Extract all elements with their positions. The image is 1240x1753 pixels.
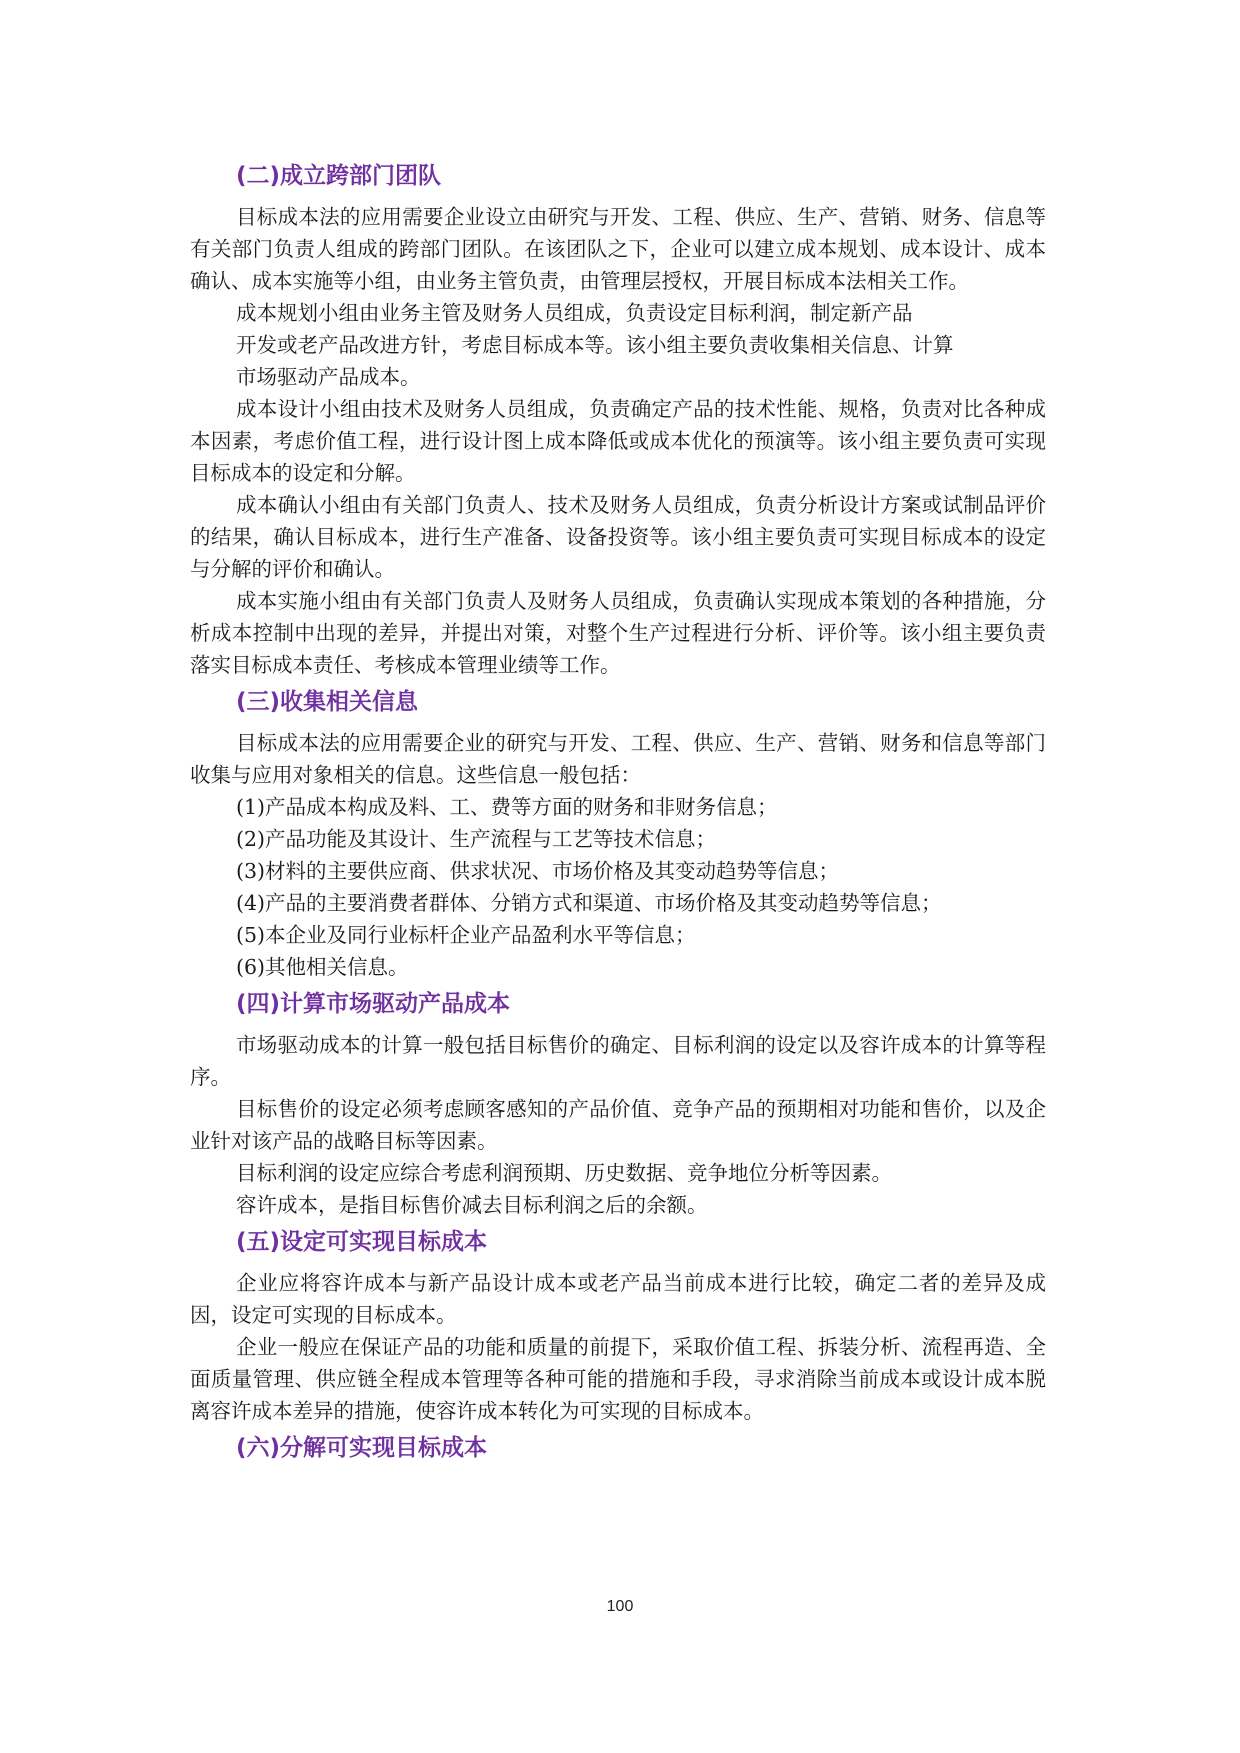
paragraph: 目标成本法的应用需要企业设立由研究与开发、工程、供应、生产、营销、财务、信息等有关部门负责人组成的跨部门团队。在该团队之下，企业可以建立成本规划、成本设计、成本确认、成本实施等小组，由业务主管负责，由管理层授权，开展目标成本法相关工作。 [190,205,1046,293]
paragraph-line: 市场驱动产品成本。 [236,365,421,389]
paragraph: 目标售价的设定必须考虑顾客感知的产品价值、竞争产品的预期相对功能和售价，以及企业针对该产品的战略目标等因素。 [190,1097,1046,1153]
paragraph: 成本设计小组由技术及财务人员组成，负责确定产品的技术性能、规格，负责对比各种成本因素，考虑价值工程，进行设计图上成本降低或成本优化的预演等。该小组主要负责可实现目标成本的设定和分解。 [190,397,1046,485]
list-item: (4)产品的主要消费者群体、分销方式和渠道、市场价格及其变动趋势等信息； [236,891,942,915]
section-heading-3: (三)收集相关信息 [236,689,419,715]
paragraph: 容许成本，是指目标售价减去目标利润之后的余额。 [236,1193,708,1217]
list-item: (1)产品成本构成及料、工、费等方面的财务和非财务信息； [236,795,778,819]
page-number: 100 [606,1598,634,1615]
section-heading-4: (四)计算市场驱动产品成本 [236,991,511,1017]
paragraph: 企业应将容许成本与新产品设计成本或老产品当前成本进行比较，确定二者的差异及成因，设定可实现的目标成本。 [190,1271,1046,1327]
section-heading-5: (五)设定可实现目标成本 [236,1229,488,1255]
paragraph: 企业一般应在保证产品的功能和质量的前提下，采取价值工程、拆装分析、流程再造、全面质量管理、供应链全程成本管理等各种可能的措施和手段，寻求消除当前成本或设计成本脱离容许成本差异的措施，使容许成本转化为可实现的目标成本。 [190,1335,1046,1423]
paragraph: 成本实施小组由有关部门负责人及财务人员组成，负责确认实现成本策划的各种措施，分析成本控制中出现的差异，并提出对策，对整个生产过程进行分析、评价等。该小组主要负责落实目标成本责任、考核成本管理业绩等工作。 [190,589,1046,677]
list-item: (6)其他相关信息。 [236,955,409,979]
list-item: (2)产品功能及其设计、生产流程与工艺等技术信息； [236,827,717,851]
paragraph-line: 成本规划小组由业务主管及财务人员组成，负责设定目标利润，制定新产品 [236,301,913,325]
list-item: (5)本企业及同行业标杆企业产品盈利水平等信息； [236,923,696,947]
paragraph: 成本确认小组由有关部门负责人、技术及财务人员组成，负责分析设计方案或试制品评价的结果，确认目标成本，进行生产准备、设备投资等。该小组主要负责可实现目标成本的设定与分解的评价和确认。 [190,493,1046,581]
paragraph: 目标成本法的应用需要企业的研究与开发、工程、供应、生产、营销、财务和信息等部门收集与应用对象相关的信息。这些信息一般包括： [190,731,1046,787]
paragraph-line: 开发或老产品改进方针，考虑目标成本等。该小组主要负责收集相关信息、计算 [236,333,954,357]
paragraph: 市场驱动成本的计算一般包括目标售价的确定、目标利润的设定以及容许成本的计算等程序。 [190,1033,1046,1089]
section-heading-6: (六)分解可实现目标成本 [236,1435,488,1461]
paragraph: 目标利润的设定应综合考虑利润预期、历史数据、竞争地位分析等因素。 [236,1161,892,1185]
section-heading-2: (二)成立跨部门团队 [236,163,442,189]
page-content [190,155,1046,1473]
list-item: (3)材料的主要供应商、供求状况、市场价格及其变动趋势等信息； [236,859,840,883]
